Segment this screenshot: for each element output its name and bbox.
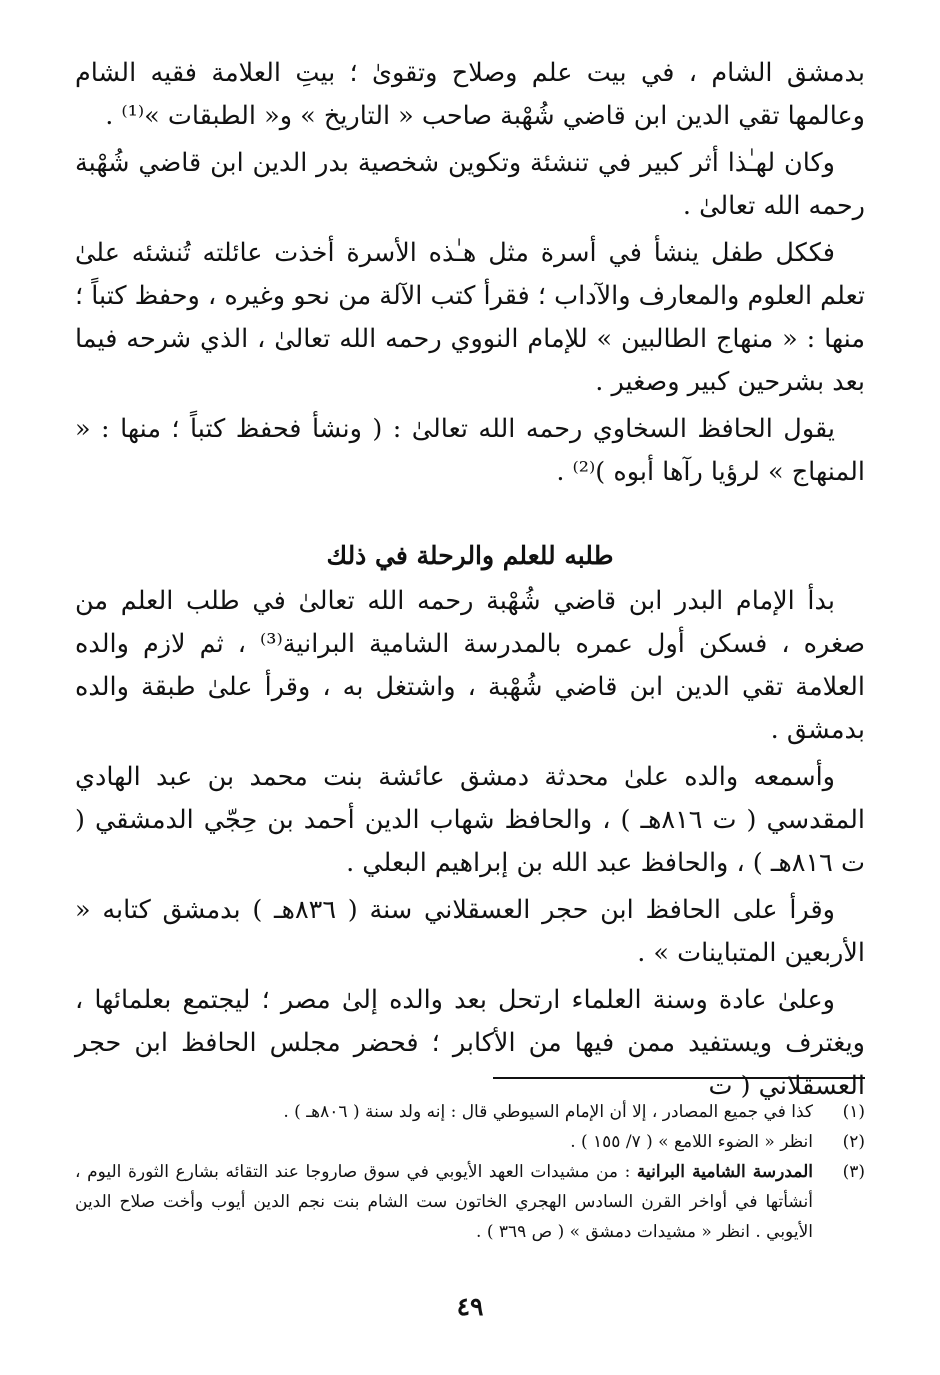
- paragraph: وقرأ على الحافظ ابن حجر العسقلاني سنة ( ٨٣٦هـ ) بدمشق كتابه « الأربعين المتباينات » .: [75, 895, 865, 968]
- footnotes: [75, 1097, 865, 1247]
- paragraph: يقول الحافظ السخاوي رحمه الله تعالىٰ : ( ونشأ فحفظ كتباً ؛ منها : « المنهاج » لرؤيا رآها أبوه )⁽²⁾ .: [75, 414, 865, 487]
- footnote: [75, 1097, 865, 1127]
- footnote-text: كذا في جميع المصادر ، إلا أن الإمام السيوطي قال : إنه ولد سنة ( ٨٠٦هـ ) .: [283, 1102, 813, 1122]
- footnote-separator: [493, 1077, 865, 1079]
- footnote-title: المدرسة الشامية البرانية: [636, 1162, 813, 1182]
- footnote-number: (٢): [842, 1132, 865, 1152]
- footnote-text: : من مشيدات العهد الأيوبي في سوق صاروجا عند التقائه بشارع الثورة اليوم ، أنشأتها في أواخر القرن السادس الهجري الخاتون ست الشام بنت نجم الدين أيوب وأخت صلاح الدين الأيوبي . انظر « مشيدات دمشق » ( ص ٣٦٩ ) .: [75, 1162, 813, 1242]
- footnote: [75, 1127, 865, 1157]
- footnote-number: (٣): [842, 1162, 865, 1182]
- page-number: ٤٩: [456, 1292, 484, 1321]
- footnote-text: انظر « الضوء اللامع » ( ٧/ ١٥٥ ) .: [570, 1132, 813, 1152]
- footnote: [75, 1157, 865, 1247]
- page-body: [75, 52, 865, 1112]
- footnote-body: [75, 1157, 813, 1247]
- footnote-number: (١): [842, 1102, 865, 1122]
- paragraph: وعلىٰ عادة وسنة العلماء ارتحل بعد والده إلىٰ مصر ؛ ليجتمع بعلمائها ، ويغترف ويستفيد ممن فيها من الأكابر ؛ فحضر مجلس الحافظ ابن حجر العسقلاني ( ت: [75, 985, 865, 1101]
- section-heading: طلبه للعلم والرحلة في ذلك: [326, 541, 614, 570]
- paragraph: بدأ الإمام البدر ابن قاضي شُهْبة رحمه الله تعالىٰ في طلب العلم من صغره ، فسكن أول عمره بالمدرسة الشامية البرانية⁽³⁾ ، ثم لازم والده العلامة تقي الدين ابن قاضي شُهْبة ، واشتغل به ، وقرأ علىٰ طبقة والده بدمشق .: [75, 586, 865, 745]
- paragraph: وأسمعه والده علىٰ محدثة دمشق عائشة بنت محمد بن عبد الهادي المقدسي ( ت ٨١٦هـ ) ، والحافظ شهاب الدين أحمد بن حِجّي الدمشقي ( ت ٨١٦هـ ) ، والحافظ عبد الله بن إبراهيم البعلي .: [75, 762, 865, 878]
- paragraph: وكان لهـٰذا أثر كبير في تنشئة وتكوين شخصية بدر الدين ابن قاضي شُهْبة رحمه الله تعالىٰ .: [75, 148, 865, 221]
- paragraph: بدمشق الشام ، في بيت علم وصلاح وتقوىٰ ؛ بيتِ العلامة فقيه الشام وعالمها تقي الدين ابن قاضي شُهْبة صاحب « التاريخ » و« الطبقات »⁽¹⁾ .: [75, 58, 865, 131]
- paragraph: فككل طفل ينشأ في أسرة مثل هـٰذه الأسرة أخذت عائلته تُنشئه علىٰ تعلم العلوم والمعارف والآداب ؛ فقرأ كتب الآلة من نحو وغيره ، وحفظ كتباً ؛ منها : « منهاج الطالبين » للإمام النووي رحمه الله تعالىٰ ، الذي شرحه فيما بعد بشرحين كبير وصغير .: [75, 238, 865, 397]
